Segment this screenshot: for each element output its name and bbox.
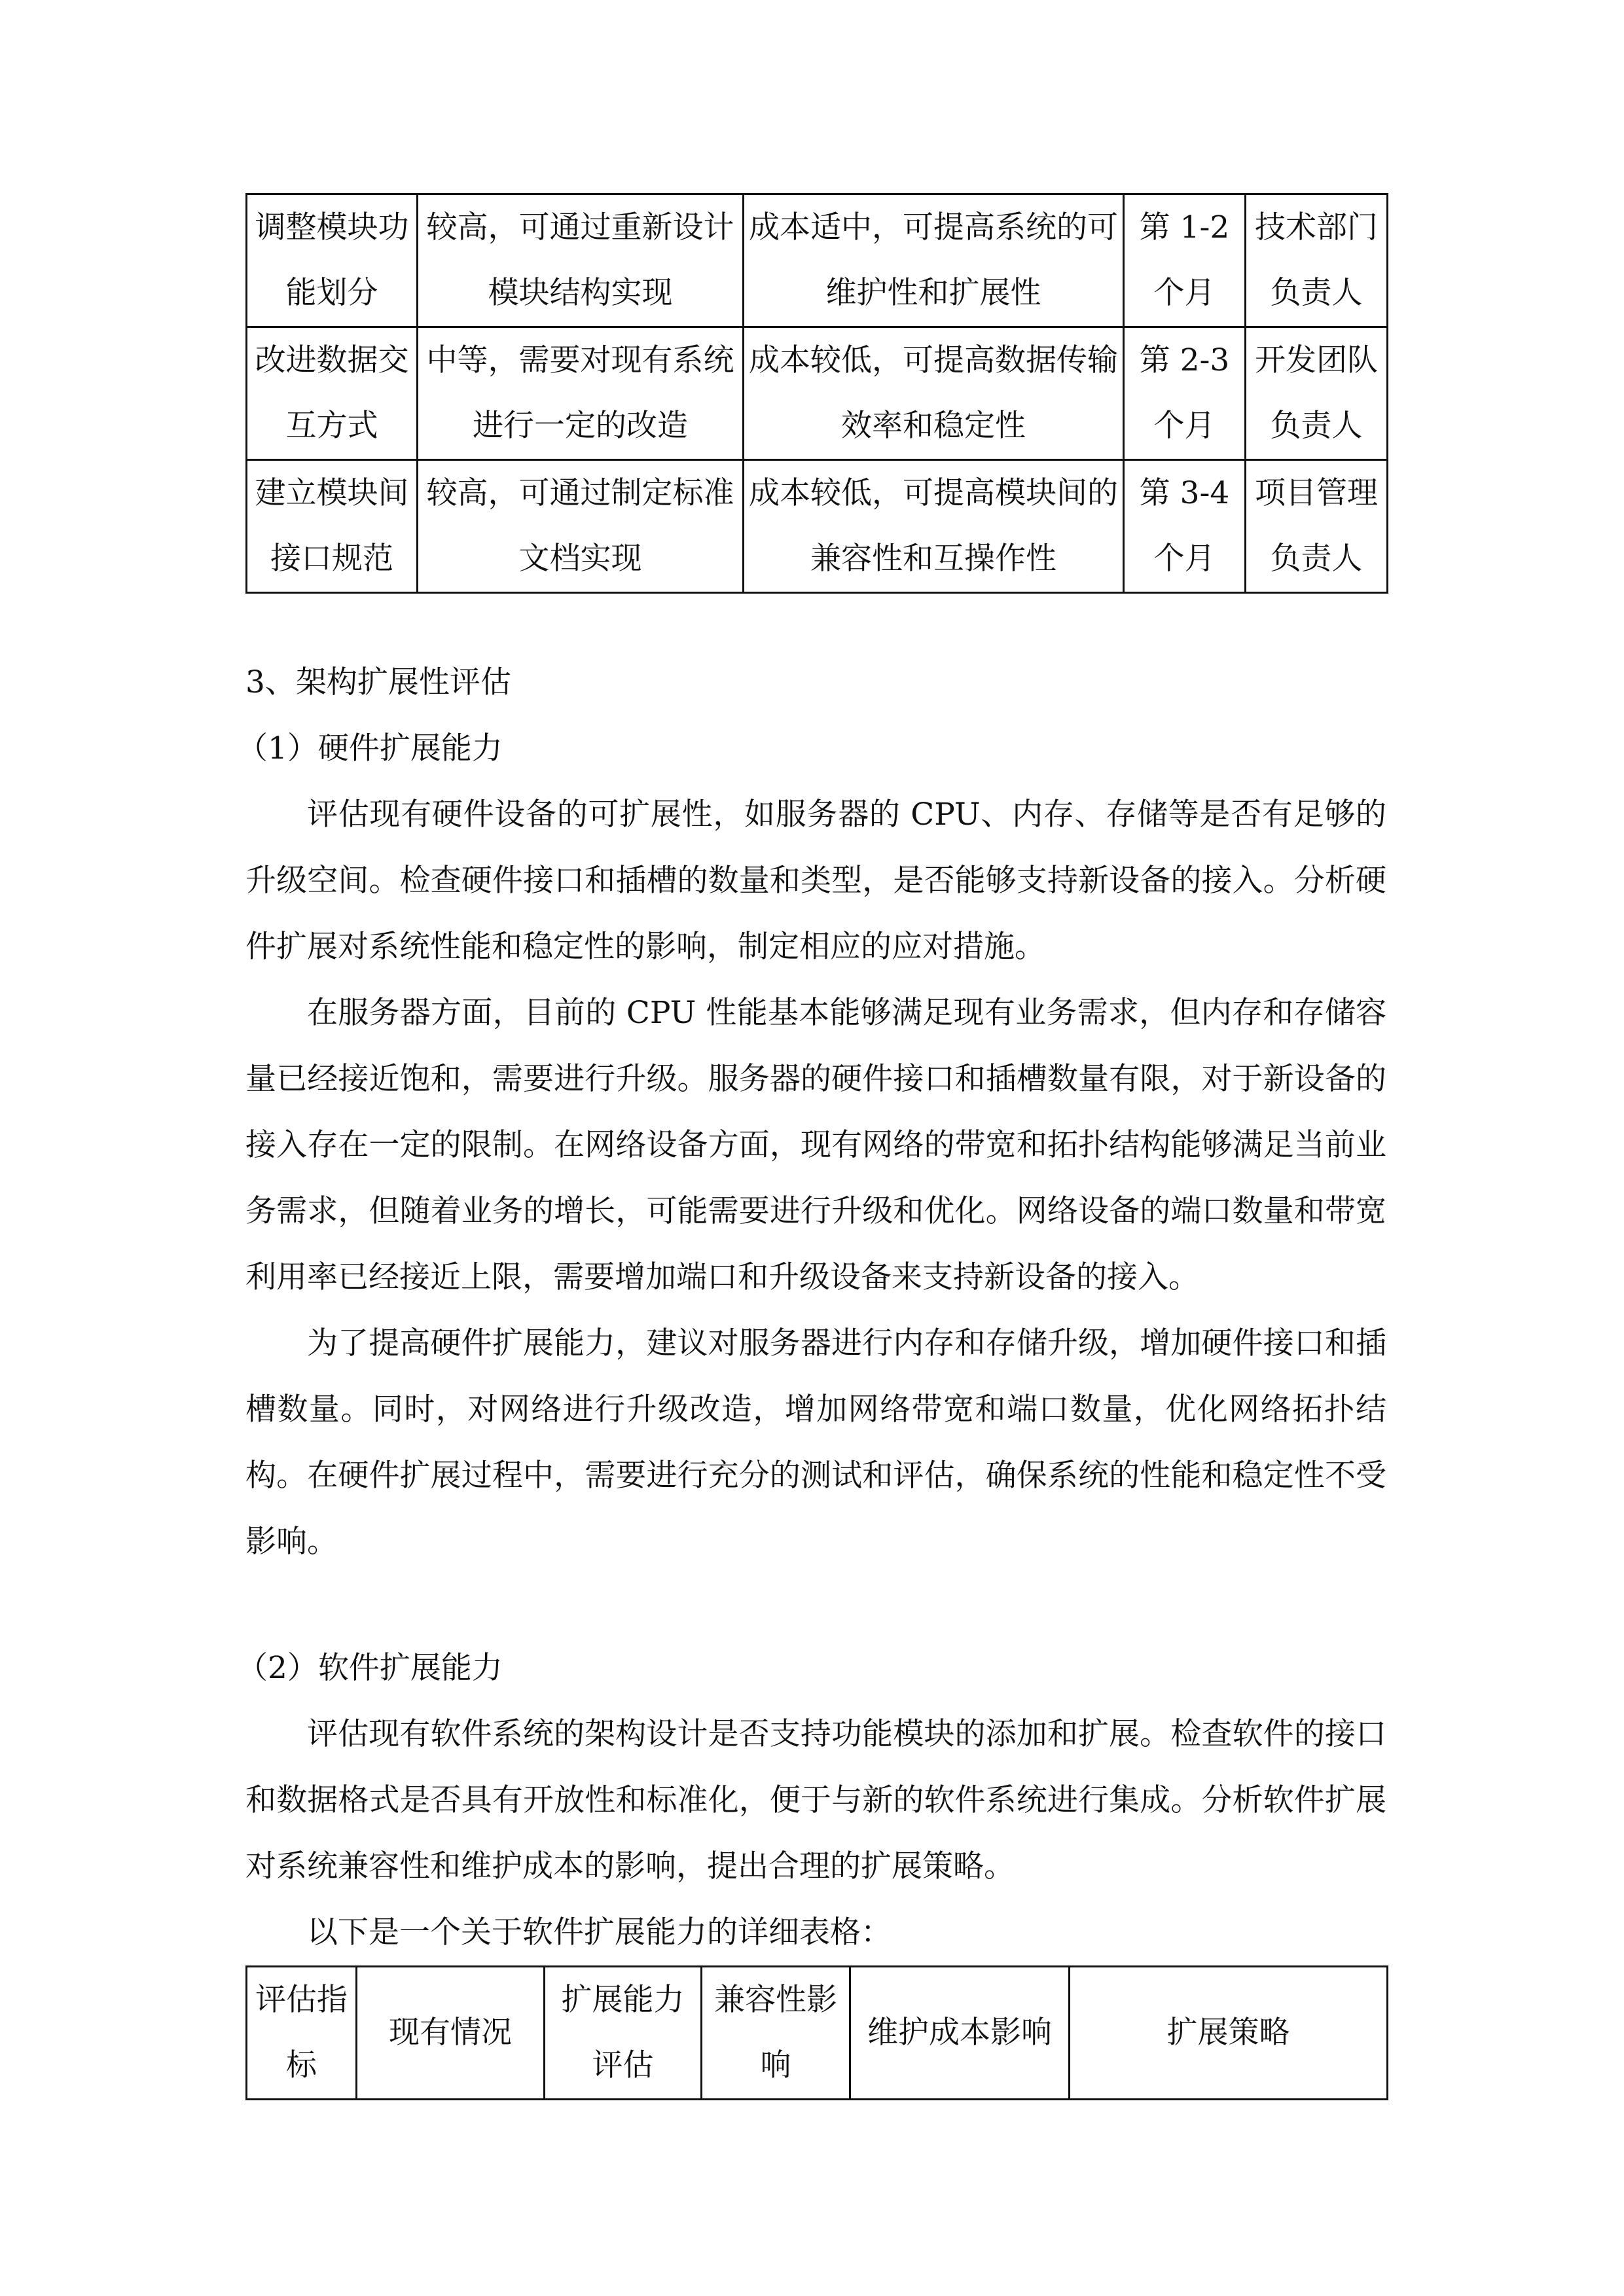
table-cell: 成本较低，可提高模块间的兼容性和互操作性 [744, 460, 1124, 593]
table-cell: 改进数据交互方式 [247, 327, 418, 460]
table-cell: 第 2-3 个月 [1124, 327, 1246, 460]
table-header-cell: 维护成本影响 [850, 1967, 1070, 2100]
table-cell: 第 3-4 个月 [1124, 460, 1246, 593]
table-row [247, 327, 1388, 460]
table-cell: 开发团队负责人 [1246, 327, 1388, 460]
table-cell: 中等，需要对现有系统进行一定的改造 [418, 327, 744, 460]
table-header-cell: 现有情况 [357, 1967, 545, 2100]
subsection-heading-software: （2）软件扩展能力 [237, 1650, 503, 1686]
paragraph: 评估现有软件系统的架构设计是否支持功能模块的添加和扩展。检查软件的接口和数据格式是否具有开放性和标准化，便于与新的软件系统进行集成。分析软件扩展对系统兼容性和维护成本的影响，提出合理的扩展策略。 [245, 1716, 1386, 1884]
table-row [247, 460, 1388, 593]
subsection-heading-hardware: （1）硬件扩展能力 [237, 730, 503, 766]
plan-table [245, 193, 1388, 594]
table-header-cell: 扩展策略 [1070, 1967, 1388, 2100]
table-cell: 第 1-2 个月 [1124, 194, 1246, 327]
table-cell: 成本适中，可提高系统的可维护性和扩展性 [744, 194, 1124, 327]
table-cell: 项目管理负责人 [1246, 460, 1388, 593]
paragraph: 以下是一个关于软件扩展能力的详细表格： [307, 1914, 892, 1950]
paragraph: 评估现有硬件设备的可扩展性，如服务器的 CPU、内存、存储等是否有足够的升级空间。检查硬件接口和插槽的数量和类型，是否能够支持新设备的接入。分析硬件扩展对系统性能和稳定性的影响，制定相应的应对措施。 [245, 797, 1386, 965]
software-body [245, 1701, 1386, 1965]
paragraph: 为了提高硬件扩展能力，建议对服务器进行内存和存储升级，增加硬件接口和插槽数量。同时，对网络进行升级改造，增加网络带宽和端口数量，优化网络拓扑结构。在硬件扩展过程中，需要进行充分的测试和评估，确保系统的性能和稳定性不受影响。 [245, 1325, 1386, 1560]
table-cell: 较高，可通过制定标准文档实现 [418, 460, 744, 593]
hardware-body [245, 781, 1386, 1575]
table-header-cell: 扩展能力评估 [545, 1967, 702, 2100]
software-extension-table [245, 1965, 1388, 2100]
table-cell: 技术部门负责人 [1246, 194, 1388, 327]
table-cell: 成本较低，可提高数据传输效率和稳定性 [744, 327, 1124, 460]
table-row [247, 194, 1388, 327]
paragraph: 在服务器方面，目前的 CPU 性能基本能够满足现有业务需求，但内存和存储容量已经接近饱和，需要进行升级。服务器的硬件接口和插槽数量有限，对于新设备的接入存在一定的限制。在网络设备方面，现有网络的带宽和拓扑结构能够满足当前业务需求，但随着业务的增长，可能需要进行升级和优化。网络设备的端口数量和带宽利用率已经接近上限，需要增加端口和升级设备来支持新设备的接入。 [245, 995, 1386, 1295]
table-header-cell: 兼容性影响 [702, 1967, 850, 2100]
table-cell: 建立模块间接口规范 [247, 460, 418, 593]
section-heading: 3、架构扩展性评估 [245, 664, 511, 700]
table-header-row [247, 1967, 1388, 2100]
table-cell: 调整模块功能划分 [247, 194, 418, 327]
table-cell: 较高，可通过重新设计模块结构实现 [418, 194, 744, 327]
table-header-cell: 评估指标 [247, 1967, 357, 2100]
